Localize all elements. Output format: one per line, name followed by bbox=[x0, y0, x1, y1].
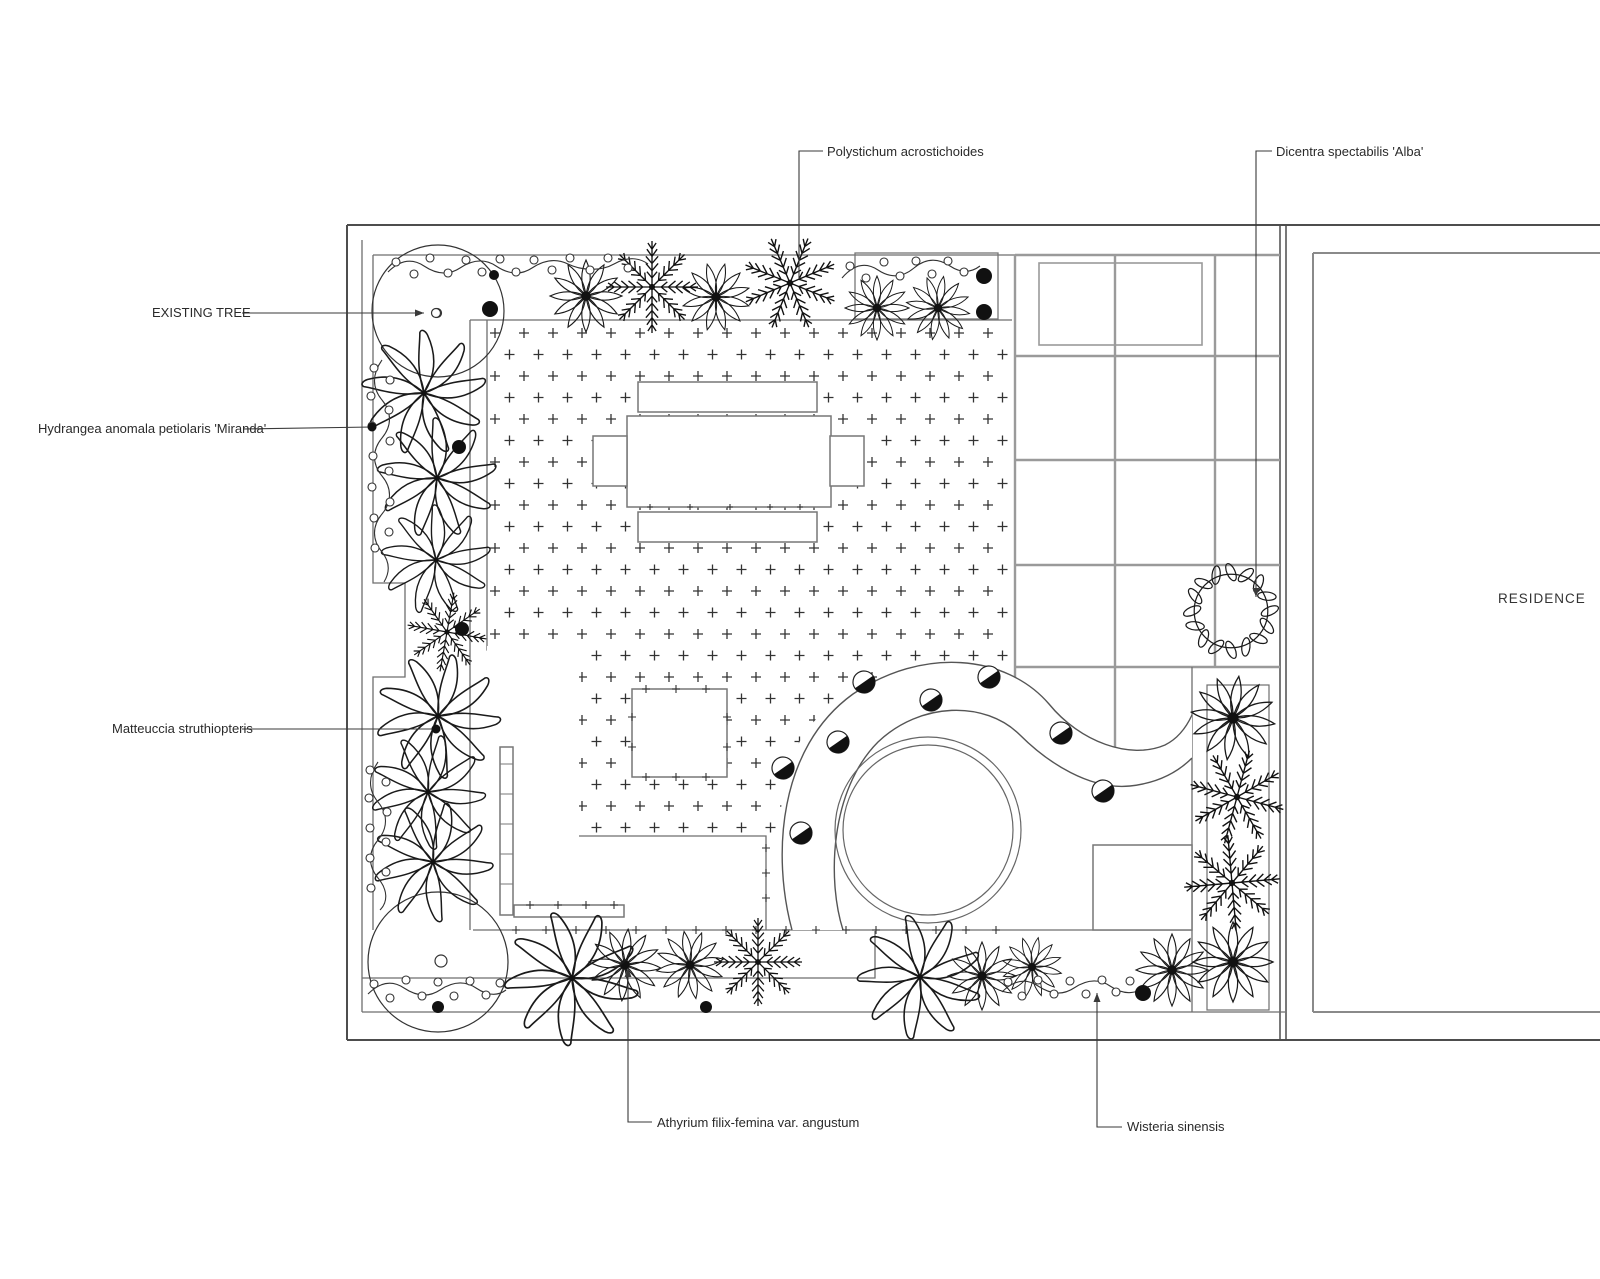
vine-node bbox=[382, 838, 390, 846]
leader-line-wisteria bbox=[1097, 993, 1122, 1127]
vine-node bbox=[880, 258, 888, 266]
vine-node bbox=[912, 257, 920, 265]
vine-node bbox=[383, 808, 391, 816]
label-hydrangea: Hydrangea anomala petiolaris 'Miranda' bbox=[38, 421, 267, 436]
vine-node bbox=[369, 452, 377, 460]
plant-daisy bbox=[586, 926, 664, 1004]
vine-node bbox=[482, 991, 490, 999]
residence-outline bbox=[1313, 253, 1600, 1012]
vine-node bbox=[896, 272, 904, 280]
label-dicentra: Dicentra spectabilis 'Alba' bbox=[1276, 144, 1424, 159]
vine-node bbox=[366, 766, 374, 774]
vine-node bbox=[846, 262, 854, 270]
vine-node bbox=[385, 406, 393, 414]
leader-arrow-wisteria bbox=[1094, 993, 1101, 1002]
leader-dot-matteuccia bbox=[432, 725, 441, 734]
vine-node bbox=[1050, 990, 1058, 998]
vine-node bbox=[370, 364, 378, 372]
vine-node bbox=[450, 992, 458, 1000]
bench-top bbox=[638, 382, 817, 412]
vine-node bbox=[366, 824, 374, 832]
vine-node bbox=[1098, 976, 1106, 984]
vine-node bbox=[385, 467, 393, 475]
vine-node bbox=[382, 868, 390, 876]
shrub-dot bbox=[976, 304, 992, 320]
vine-node bbox=[1082, 990, 1090, 998]
vine-node bbox=[548, 266, 556, 274]
leader-arrow-existing-tree bbox=[415, 310, 424, 317]
plant-feather bbox=[714, 918, 802, 1006]
vine-node bbox=[386, 437, 394, 445]
vine-node bbox=[566, 254, 574, 262]
label-athyrium: Athyrium filix-femina var. angustum bbox=[657, 1115, 860, 1130]
plant-wreath bbox=[1182, 562, 1280, 660]
vine-node bbox=[624, 264, 632, 272]
vine-node bbox=[530, 256, 538, 264]
vine-node bbox=[392, 258, 400, 266]
vine-node bbox=[1066, 977, 1074, 985]
plant-feather bbox=[606, 241, 698, 333]
vine-node bbox=[410, 270, 418, 278]
garden-right-wall bbox=[1280, 225, 1286, 1040]
bench-bottom bbox=[638, 512, 817, 542]
leader-line-dicentra bbox=[1256, 151, 1272, 597]
shrub-dot bbox=[482, 301, 498, 317]
plant-daisy bbox=[1193, 922, 1273, 1002]
shrub-dot bbox=[489, 270, 499, 280]
vine-node bbox=[466, 977, 474, 985]
shrub-dot bbox=[452, 440, 466, 454]
vine-node bbox=[368, 483, 376, 491]
vine-node bbox=[367, 392, 375, 400]
tree-trunk-marker bbox=[435, 955, 447, 967]
vine-node bbox=[371, 544, 379, 552]
residence-label: RESIDENCE bbox=[1498, 591, 1586, 606]
shrub-dot bbox=[976, 268, 992, 284]
vine-node bbox=[1112, 988, 1120, 996]
vine-node bbox=[370, 980, 378, 988]
vine-node bbox=[1126, 977, 1134, 985]
vine-node bbox=[586, 266, 594, 274]
vine-node bbox=[960, 268, 968, 276]
grid-planter bbox=[1039, 263, 1202, 345]
shrub-dot bbox=[1135, 985, 1151, 1001]
vine-node bbox=[496, 979, 504, 987]
shrub-dot bbox=[700, 1001, 712, 1013]
label-polystichum: Polystichum acrostichoides bbox=[827, 144, 984, 159]
vine-node bbox=[496, 255, 504, 263]
label-existing-tree: EXISTING TREE bbox=[152, 305, 251, 320]
vine-node bbox=[366, 854, 374, 862]
vine-node bbox=[386, 994, 394, 1002]
garden-bench bbox=[500, 747, 513, 915]
vine-node bbox=[370, 514, 378, 522]
vine-node bbox=[944, 257, 952, 265]
vine-node bbox=[1004, 978, 1012, 986]
vine-node bbox=[367, 884, 375, 892]
plant-feather bbox=[1178, 738, 1296, 856]
vine-node bbox=[462, 256, 470, 264]
leader-arrow-dicentra bbox=[1253, 588, 1260, 597]
vine-node bbox=[386, 376, 394, 384]
vine-node bbox=[512, 268, 520, 276]
vine-node bbox=[928, 270, 936, 278]
leader-line-polystichum bbox=[799, 151, 823, 279]
vine-node bbox=[478, 268, 486, 276]
dining-table bbox=[627, 416, 831, 507]
plant-pinwheel bbox=[374, 496, 501, 624]
chair-left bbox=[593, 436, 627, 486]
path-square-paver bbox=[1093, 845, 1192, 930]
shrub-dot bbox=[455, 622, 469, 636]
vine-node bbox=[444, 269, 452, 277]
vine-node bbox=[365, 794, 373, 802]
vine-node bbox=[402, 976, 410, 984]
vine-node bbox=[862, 274, 870, 282]
chair-right bbox=[830, 436, 864, 486]
vine-node bbox=[426, 254, 434, 262]
plant-daisy bbox=[646, 921, 733, 1008]
vine-node bbox=[604, 254, 612, 262]
shrub-dot bbox=[432, 1001, 444, 1013]
vine-node bbox=[385, 528, 393, 536]
vine-node bbox=[1018, 992, 1026, 1000]
vine-node bbox=[1034, 976, 1042, 984]
leader-target-existing-tree bbox=[432, 309, 441, 318]
vine-node bbox=[418, 992, 426, 1000]
vine-node bbox=[382, 778, 390, 786]
vine-node bbox=[386, 498, 394, 506]
leader-dot-hydrangea bbox=[368, 423, 377, 432]
vine-node bbox=[434, 978, 442, 986]
patio-planter bbox=[632, 689, 727, 777]
label-matteuccia: Matteuccia struthiopteris bbox=[112, 721, 253, 736]
label-wisteria: Wisteria sinensis bbox=[1127, 1119, 1225, 1134]
